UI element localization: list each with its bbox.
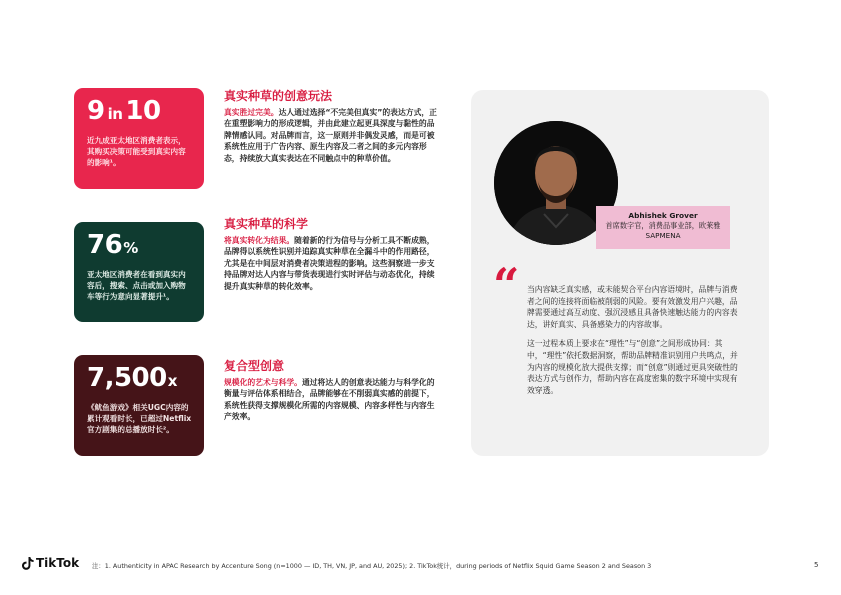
section-composite-creative (224, 358, 437, 423)
section-body: 真实胜过完美。达人通过选择“不完美但真实”的表达方式，正在重塑影响力的形成逻辑，并由此建立起更具深度与黏性的品牌情感认同。对品牌而言，这一原则并非偶发灵感，而是可被系统性应用于广告内容、原生内容及二者之间的多元内容形态，持续放大真实表达在不同触点中的种草价值。 (224, 108, 437, 163)
quote-text (527, 284, 742, 404)
page-number: 5 (814, 561, 819, 569)
quote-paragraph: 这一过程本质上要求在“理性”与“创意”之间形成协同：其中，“理性”依托数据洞察，帮助品牌精准识别用户共鸣点，并为内容的规模化放大提供支撑；而“创意”则通过更具突破性的表达方式与创作力，帮助内容在高度密集的数字环境中实现有效穿透。 (527, 339, 738, 395)
stat-number: 76% (87, 230, 138, 260)
section-title: 真实种草的创意玩法 (224, 89, 333, 103)
tiktok-wordmark: TikTok (36, 556, 80, 570)
stat-card-7500x (74, 355, 204, 456)
speaker-name-tag (596, 206, 730, 249)
stat-description: 《鱿鱼游戏》相关UGC内容的累计观看时长，已超过Netflix官方剧集的总播放时长²。 (87, 403, 192, 434)
stat-card-9-in-10 (74, 88, 204, 189)
speaker-name: Abhishek Grover (628, 211, 698, 220)
stat-card-76-percent (74, 222, 204, 322)
stat-description: 近九成亚太地区消费者表示，其购买决策可能受到真实内容的影响¹。 (87, 136, 186, 167)
speaker-role: 首席数字官，消费品事业部，欧莱雅SAPMENA (605, 221, 721, 240)
stat-number: 9 in 10 (87, 96, 161, 126)
tiktok-note-icon (22, 557, 34, 570)
quote-mark-icon: “ (493, 258, 520, 312)
quote-paragraph: 当内容缺乏真实感，或未能契合平台内容语境时，品牌与消费者之间的连接将面临被削弱的风险。要有效激发用户兴趣，品牌需要通过高互动度、强沉浸感且具备快速触达能力的内容表达，讲好真实、具备感染力的内容故事。 (527, 285, 738, 329)
stat-number: 7,500x (87, 363, 177, 393)
section-body: 将真实转化为结果。随着新的行为信号与分析工具不断成熟，品牌得以系统性识别并追踪真实种草在全漏斗中的作用路径，尤其是在中间层对消费者决策进程的影响。这些洞察进一步支持品牌对达人内容与带货表现进行实时评估与动态优化，持续提升真实种草的转化效率。 (224, 236, 435, 291)
stat-description: 亚太地区消费者在看到真实内容后，搜索、点击或加入购物车等行为意向显著提升¹。 (87, 270, 186, 301)
section-title: 真实种草的科学 (224, 217, 309, 231)
section-body: 规模化的艺术与科学。通过将达人的创意表达能力与科学化的衡量与评估体系相结合，品牌能够在不削弱真实感的前提下，系统性获得支撑规模化所需的内容规模、内容多样性与内容生产效率。 (224, 378, 435, 422)
section-title: 复合型创意 (224, 359, 285, 373)
tiktok-logo (22, 556, 79, 570)
section-science (224, 216, 437, 292)
section-creative-play (224, 88, 437, 164)
footnote: 注：1. Authenticity in APAC Research by Accenture Song (n=1000 — ID, TH, VN, JP, and AU, 2025); 2. TikTok统计，during periods of Netflix Squid Game Season 2 and Season 3 (92, 562, 652, 570)
